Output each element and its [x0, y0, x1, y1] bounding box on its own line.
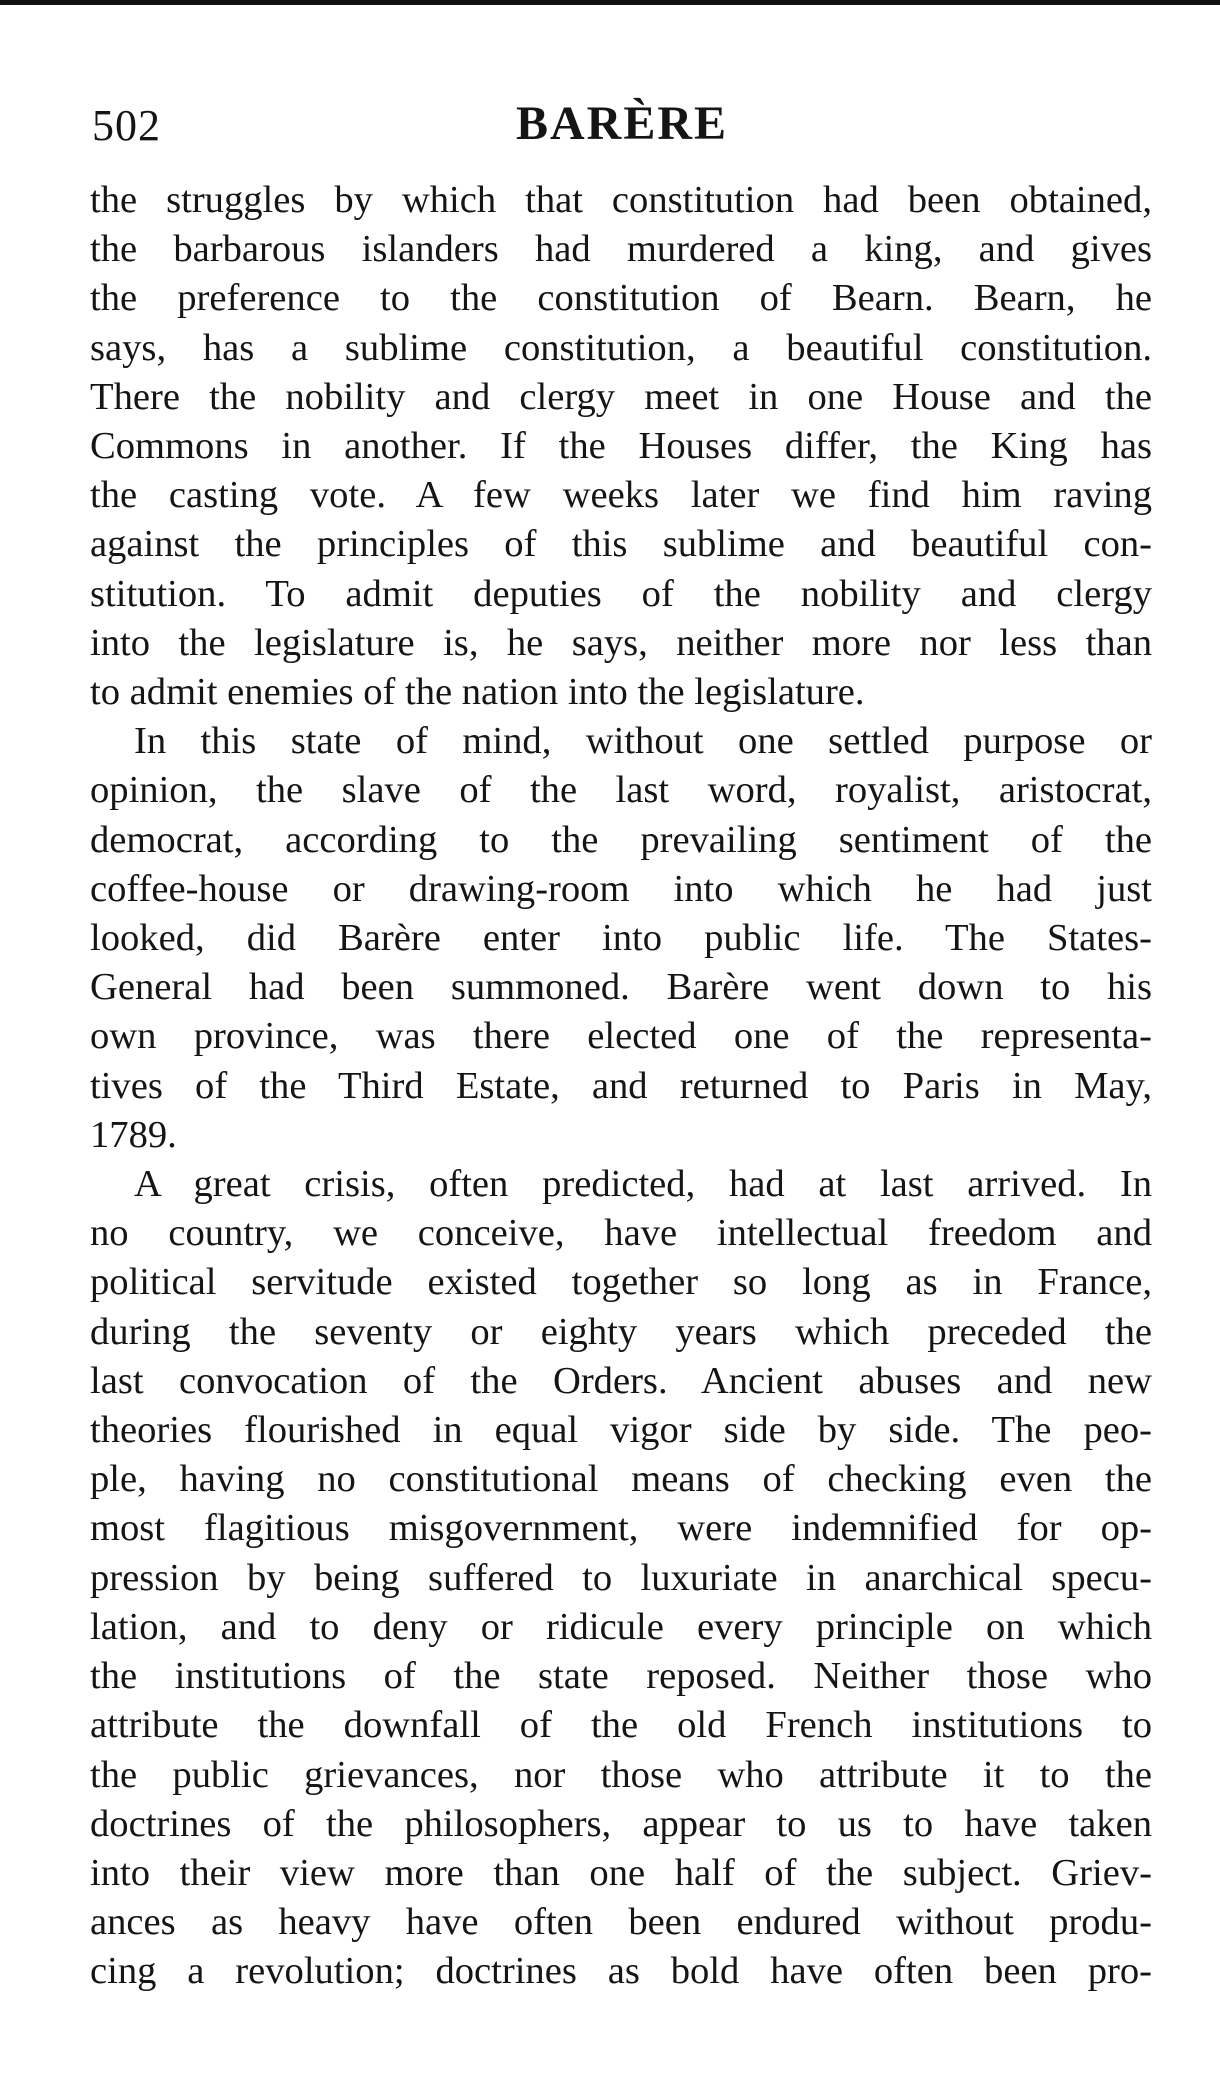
- text-line: into the legislature is, he says, neither more nor less than: [90, 621, 1152, 664]
- text-line: own province, was there elected one of the representa-: [90, 1015, 1152, 1058]
- text-line: democrat, according to the prevailing sentiment of the: [90, 818, 1152, 861]
- text-line: opinion, the slave of the last word, royalist, aristocrat,: [90, 769, 1152, 812]
- text-line: the public grievances, nor those who attribute it to the: [90, 1753, 1152, 1796]
- text-line: the institutions of the state reposed. Neither those who: [90, 1655, 1152, 1698]
- text-line: the preference to the constitution of Bearn. Bearn, he: [90, 277, 1152, 320]
- text-line: during the seventy or eighty years which preceded the: [90, 1310, 1152, 1353]
- text-line: 1789.: [90, 1113, 177, 1156]
- text-line: In this state of mind, without one settled purpose or: [134, 720, 1152, 763]
- text-line: There the nobility and clergy meet in one House and the: [90, 375, 1152, 418]
- text-line: attribute the downfall of the old French institutions to: [90, 1704, 1152, 1747]
- text-line: against the principles of this sublime and beautiful con-: [90, 523, 1152, 566]
- text-line: lation, and to deny or ridicule every principle on which: [90, 1605, 1152, 1648]
- text-line: most flagitious misgovernment, were indemnified for op-: [90, 1507, 1152, 1550]
- text-line: looked, did Barère enter into public life. The States-: [90, 917, 1152, 960]
- body-text: [90, 176, 1152, 1997]
- text-line: the barbarous islanders had murdered a king, and gives: [90, 228, 1152, 271]
- text-line: last convocation of the Orders. Ancient abuses and new: [90, 1359, 1152, 1402]
- paragraph-1: [90, 176, 1152, 717]
- text-line: ple, having no constitutional means of checking even the: [90, 1458, 1152, 1501]
- text-line: A great crisis, often predicted, had at last arrived. In: [134, 1163, 1152, 1206]
- page-header: [92, 96, 1152, 156]
- text-line: tives of the Third Estate, and returned to Paris in May,: [90, 1064, 1152, 1107]
- running-head: BARÈRE: [515, 97, 729, 150]
- text-line: ances as heavy have often been endured without produ-: [90, 1901, 1152, 1944]
- text-line: the struggles by which that constitution had been obtained,: [90, 179, 1152, 221]
- text-line: General had been summoned. Barère went down to his: [90, 966, 1152, 1009]
- text-line: into their view more than one half of the subject. Griev-: [90, 1851, 1152, 1894]
- text-line: cing a revolution; doctrines as bold have often been pro-: [90, 1950, 1152, 1993]
- paragraph-2: [90, 717, 1152, 1160]
- page-top-border: [0, 0, 1220, 5]
- text-line: to admit enemies of the nation into the legislature.: [90, 671, 865, 714]
- text-line: coffee-house or drawing-room into which he had just: [90, 867, 1152, 910]
- paragraph-3: [90, 1160, 1152, 1996]
- text-line: political servitude existed together so long as in France,: [90, 1261, 1152, 1304]
- text-line: no country, we conceive, have intellectual freedom and: [90, 1212, 1152, 1255]
- text-line: the casting vote. A few weeks later we find him raving: [90, 474, 1152, 517]
- text-line: stitution. To admit deputies of the nobility and clergy: [90, 572, 1152, 615]
- text-line: pression by being suffered to luxuriate in anarchical specu-: [90, 1556, 1152, 1599]
- text-line: doctrines of the philosophers, appear to us to have taken: [90, 1802, 1152, 1845]
- text-line: Commons in another. If the Houses differ, the King has: [90, 425, 1152, 468]
- text-line: says, has a sublime constitution, a beautiful constitution.: [90, 326, 1152, 369]
- text-line: theories flourished in equal vigor side by side. The peo-: [90, 1409, 1152, 1452]
- page-number: 502: [92, 101, 161, 150]
